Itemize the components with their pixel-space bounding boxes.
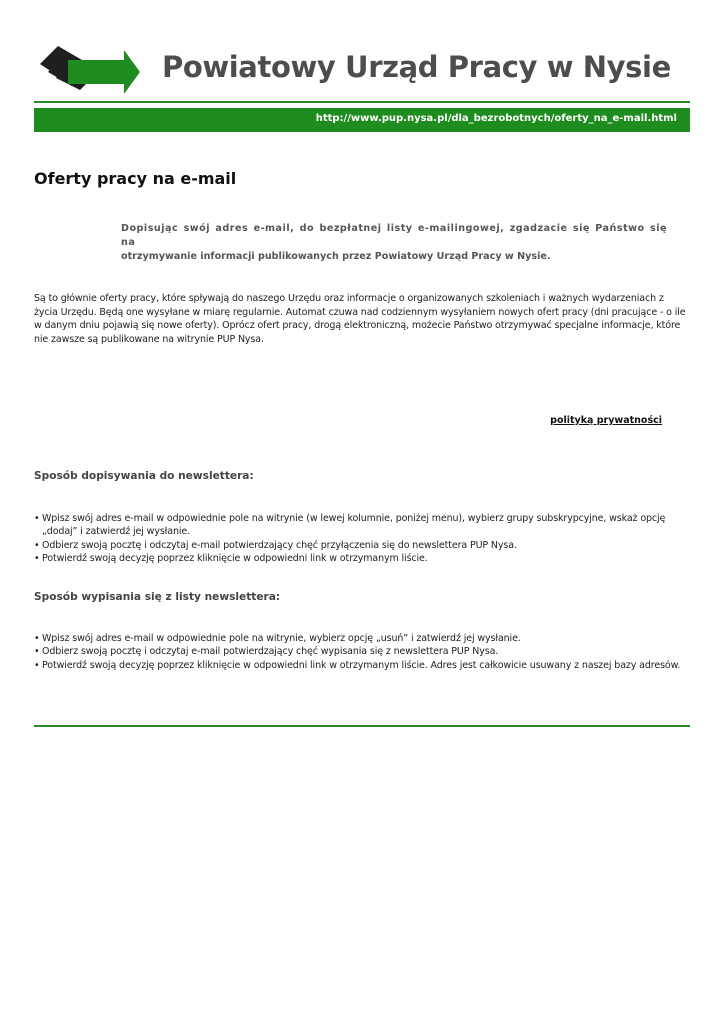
footer-divider xyxy=(34,725,690,727)
list-item: • Potwierdź swoją decyzję poprzez kliknięcie w odpowiedni link w otrzymanym liście. xyxy=(34,552,694,565)
url-bar xyxy=(34,108,690,132)
intro-line-1: Dopisując swój adres e-mail, do bezpłatnej listy e-mailingowej, zgadzacie się Państwo się na xyxy=(121,223,667,248)
body-paragraph: Są to głównie oferty pracy, które spływają do naszego Urzędu oraz informacje o organizowanych szkoleniach i ważnych wydarzeniach z życia Urzędu. Będą one wysyłane w miarę regularnie. Automat czuwa nad codziennym wysyłaniem nowych ofert pracy (dni pracujące - o ile w danym dniu pojawią się nowe oferty). Oprócz ofert pracy, drogą elektroniczną, możecie Państwo otrzymywać specjalne informacje, które nie zawsze są publikowane na witrynie PUP Nysa. xyxy=(34,293,686,345)
subscribe-heading: Sposób dopisywania do newslettera: xyxy=(34,470,254,482)
list-item: • Wpisz swój adres e-mail w odpowiednie pole na witrynie, wybierz opcję „usuń” i zatwierdź jej wysłanie. xyxy=(34,632,694,645)
unsubscribe-steps-list xyxy=(34,632,694,672)
page-url[interactable]: http://www.pup.nysa.pl/dla_bezrobotnych/oferty_na_e-mail.html xyxy=(315,113,677,124)
page-title: Oferty pracy na e-mail xyxy=(34,169,237,188)
subscribe-steps-list xyxy=(34,512,694,566)
unsubscribe-heading: Sposób wypisania się z listy newslettera: xyxy=(34,591,281,603)
header-divider xyxy=(34,101,690,103)
site-title: Powiatowy Urząd Pracy w Nysie xyxy=(162,50,671,84)
intro-paragraph xyxy=(121,222,667,264)
page-header xyxy=(34,38,690,98)
intro-line-2: otrzymywanie informacji publikowanych przez Powiatowy Urząd Pracy w Nysie. xyxy=(121,251,551,262)
privacy-policy-link[interactable]: polityką prywatności xyxy=(550,415,662,426)
list-item: • Wpisz swój adres e-mail w odpowiednie pole na witrynie (w lewej kolumnie, poniżej menu), wybierz grupy subskrypcyjne, wskaż opcję „dodaj” i zatwierdź jej wysłanie. xyxy=(34,512,694,539)
arrow-cards-logo-icon xyxy=(38,42,140,94)
list-item: • Odbierz swoją pocztę i odczytaj e-mail potwierdzający chęć przyłączenia się do newslettera PUP Nysa. xyxy=(34,539,694,552)
list-item: • Odbierz swoją pocztę i odczytaj e-mail potwierdzający chęć wypisania się z newslettera PUP Nysa. xyxy=(34,645,694,658)
list-item: • Potwierdź swoją decyzję poprzez kliknięcie w odpowiedni link w otrzymanym liście. Adres jest całkowicie usuwany z naszej bazy adresów. xyxy=(34,659,694,672)
